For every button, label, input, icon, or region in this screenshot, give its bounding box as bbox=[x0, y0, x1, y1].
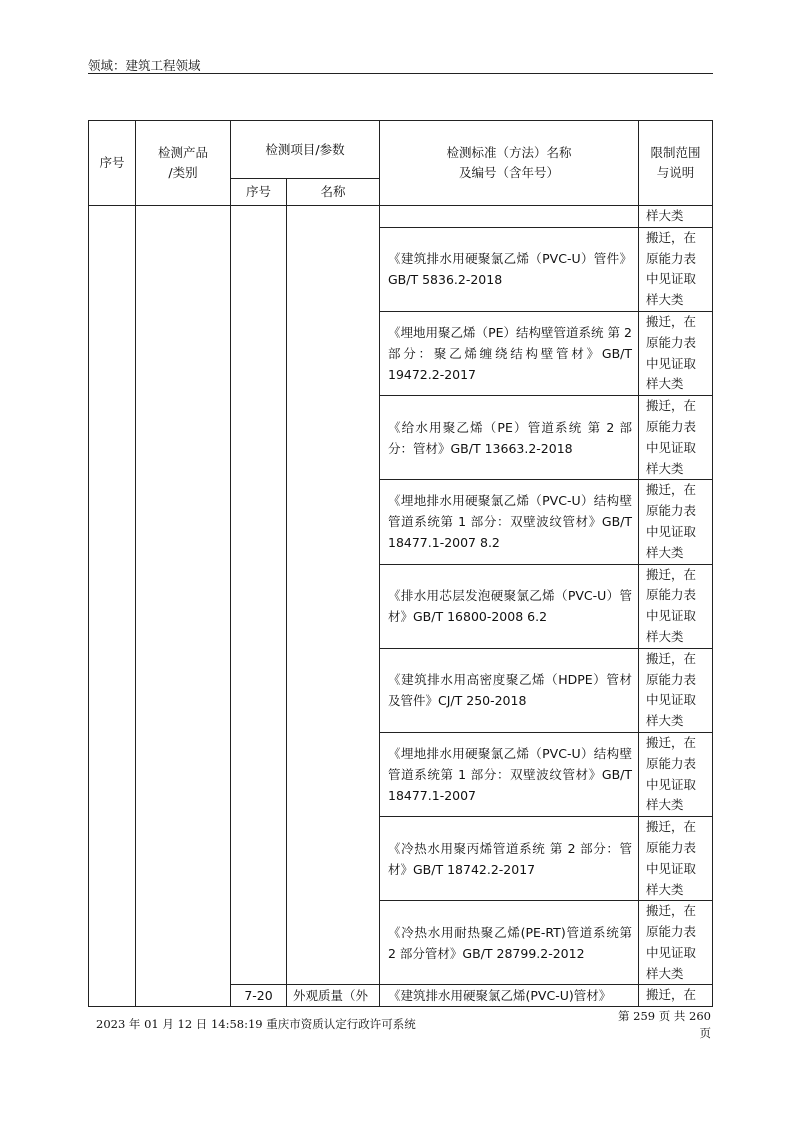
limit-cell: 搬迁，在原能力表中见证取样大类 bbox=[639, 817, 713, 901]
header-sub-name: 名称 bbox=[287, 179, 380, 206]
header-product-line2: /类别 bbox=[168, 165, 198, 180]
capability-table bbox=[88, 120, 713, 1007]
last-sub-seq: 7-20 bbox=[231, 985, 287, 1007]
standard-cell: 《给水用聚乙烯（PE）管道系统 第 2 部分：管材》GB/T 13663.2-2018 bbox=[380, 396, 639, 480]
header-standard-line2: 及编号（含年号） bbox=[458, 165, 559, 180]
header-row-top bbox=[89, 121, 713, 179]
sub-seq-cell bbox=[231, 206, 287, 985]
seq-cell bbox=[89, 206, 136, 1007]
product-cell bbox=[136, 206, 231, 1007]
limit-cell: 搬迁，在原能力表中见证取样大类 bbox=[639, 480, 713, 564]
footer-page-line2: 页 bbox=[699, 1026, 711, 1040]
standard-cell: 《排水用芯层发泡硬聚氯乙烯（PVC-U）管材》GB/T 16800-2008 6.2 bbox=[380, 564, 639, 648]
footer-page-number bbox=[595, 1008, 711, 1042]
standard-cell: 《冷热水用耐热聚乙烯(PE-RT)管道系统第 2 部分管材》GB/T 28799.2-2012 bbox=[380, 901, 639, 985]
standard-cell: 《建筑排水用硬聚氯乙烯（PVC-U）管件》GB/T 5836.2-2018 bbox=[380, 227, 639, 311]
standard-cell-continued bbox=[380, 206, 639, 228]
limit-cell: 搬迁，在原能力表中见证取样大类 bbox=[639, 732, 713, 816]
standard-cell: 《埋地用聚乙烯（PE）结构壁管道系统 第 2 部分：聚乙烯缠绕结构壁管材》GB/T 19472.2-2017 bbox=[380, 311, 639, 395]
standard-cell: 《埋地排水用硬聚氯乙烯（PVC-U）结构壁管道系统第 1 部分：双壁波纹管材》GB/T 18477.1-2007 8.2 bbox=[380, 480, 639, 564]
standard-cell: 《埋地排水用硬聚氯乙烯（PVC-U）结构壁管道系统第 1 部分：双壁波纹管材》GB/T 18477.1-2007 bbox=[380, 732, 639, 816]
limit-cell: 搬迁，在原能力表中见证取样大类 bbox=[639, 564, 713, 648]
header-limit-line2: 与说明 bbox=[656, 165, 695, 180]
limit-cell: 搬迁，在原能力表中见证取样大类 bbox=[639, 396, 713, 480]
header-limit-line1: 限制范围 bbox=[650, 145, 701, 160]
footer-page-line1: 第 259 页 共 260 bbox=[617, 1009, 711, 1023]
limit-cell: 搬迁，在原能力表中见证取样大类 bbox=[639, 227, 713, 311]
header-item-param: 检测项目/参数 bbox=[231, 121, 380, 179]
header-seq: 序号 bbox=[89, 121, 136, 206]
sub-name-cell bbox=[287, 206, 380, 985]
limit-cell: 搬迁，在原能力表中见证取样大类 bbox=[639, 311, 713, 395]
header-divider bbox=[88, 73, 713, 74]
header-sub-seq: 序号 bbox=[231, 179, 287, 206]
limit-cell: 搬迁，在原能力表中见证取样大类 bbox=[639, 901, 713, 985]
header-product bbox=[136, 121, 231, 206]
standard-cell: 《冷热水用聚丙烯管道系统 第 2 部分：管材》GB/T 18742.2-2017 bbox=[380, 817, 639, 901]
footer-timestamp-system: 2023 年 01 月 12 日 14:58:19 重庆市资质认定行政许可系统 bbox=[96, 1017, 416, 1031]
header-limit bbox=[639, 121, 713, 206]
header-standard bbox=[380, 121, 639, 206]
page-header-domain: 领域：建筑工程领域 bbox=[88, 58, 201, 73]
header-standard-line1: 检测标准（方法）名称 bbox=[446, 145, 572, 160]
last-standard: 《建筑排水用硬聚氯乙烯(PVC-U)管材》 bbox=[380, 985, 639, 1007]
standard-cell: 《建筑排水用高密度聚乙烯（HDPE）管材及管件》CJ/T 250-2018 bbox=[380, 648, 639, 732]
last-sub-name: 外观质量（外 bbox=[287, 985, 380, 1007]
limit-cell-continued: 样大类 bbox=[639, 206, 713, 228]
last-limit: 搬迁，在 bbox=[639, 985, 713, 1007]
limit-cell: 搬迁，在原能力表中见证取样大类 bbox=[639, 648, 713, 732]
header-product-line1: 检测产品 bbox=[157, 145, 208, 160]
table-row-continued bbox=[89, 206, 713, 228]
